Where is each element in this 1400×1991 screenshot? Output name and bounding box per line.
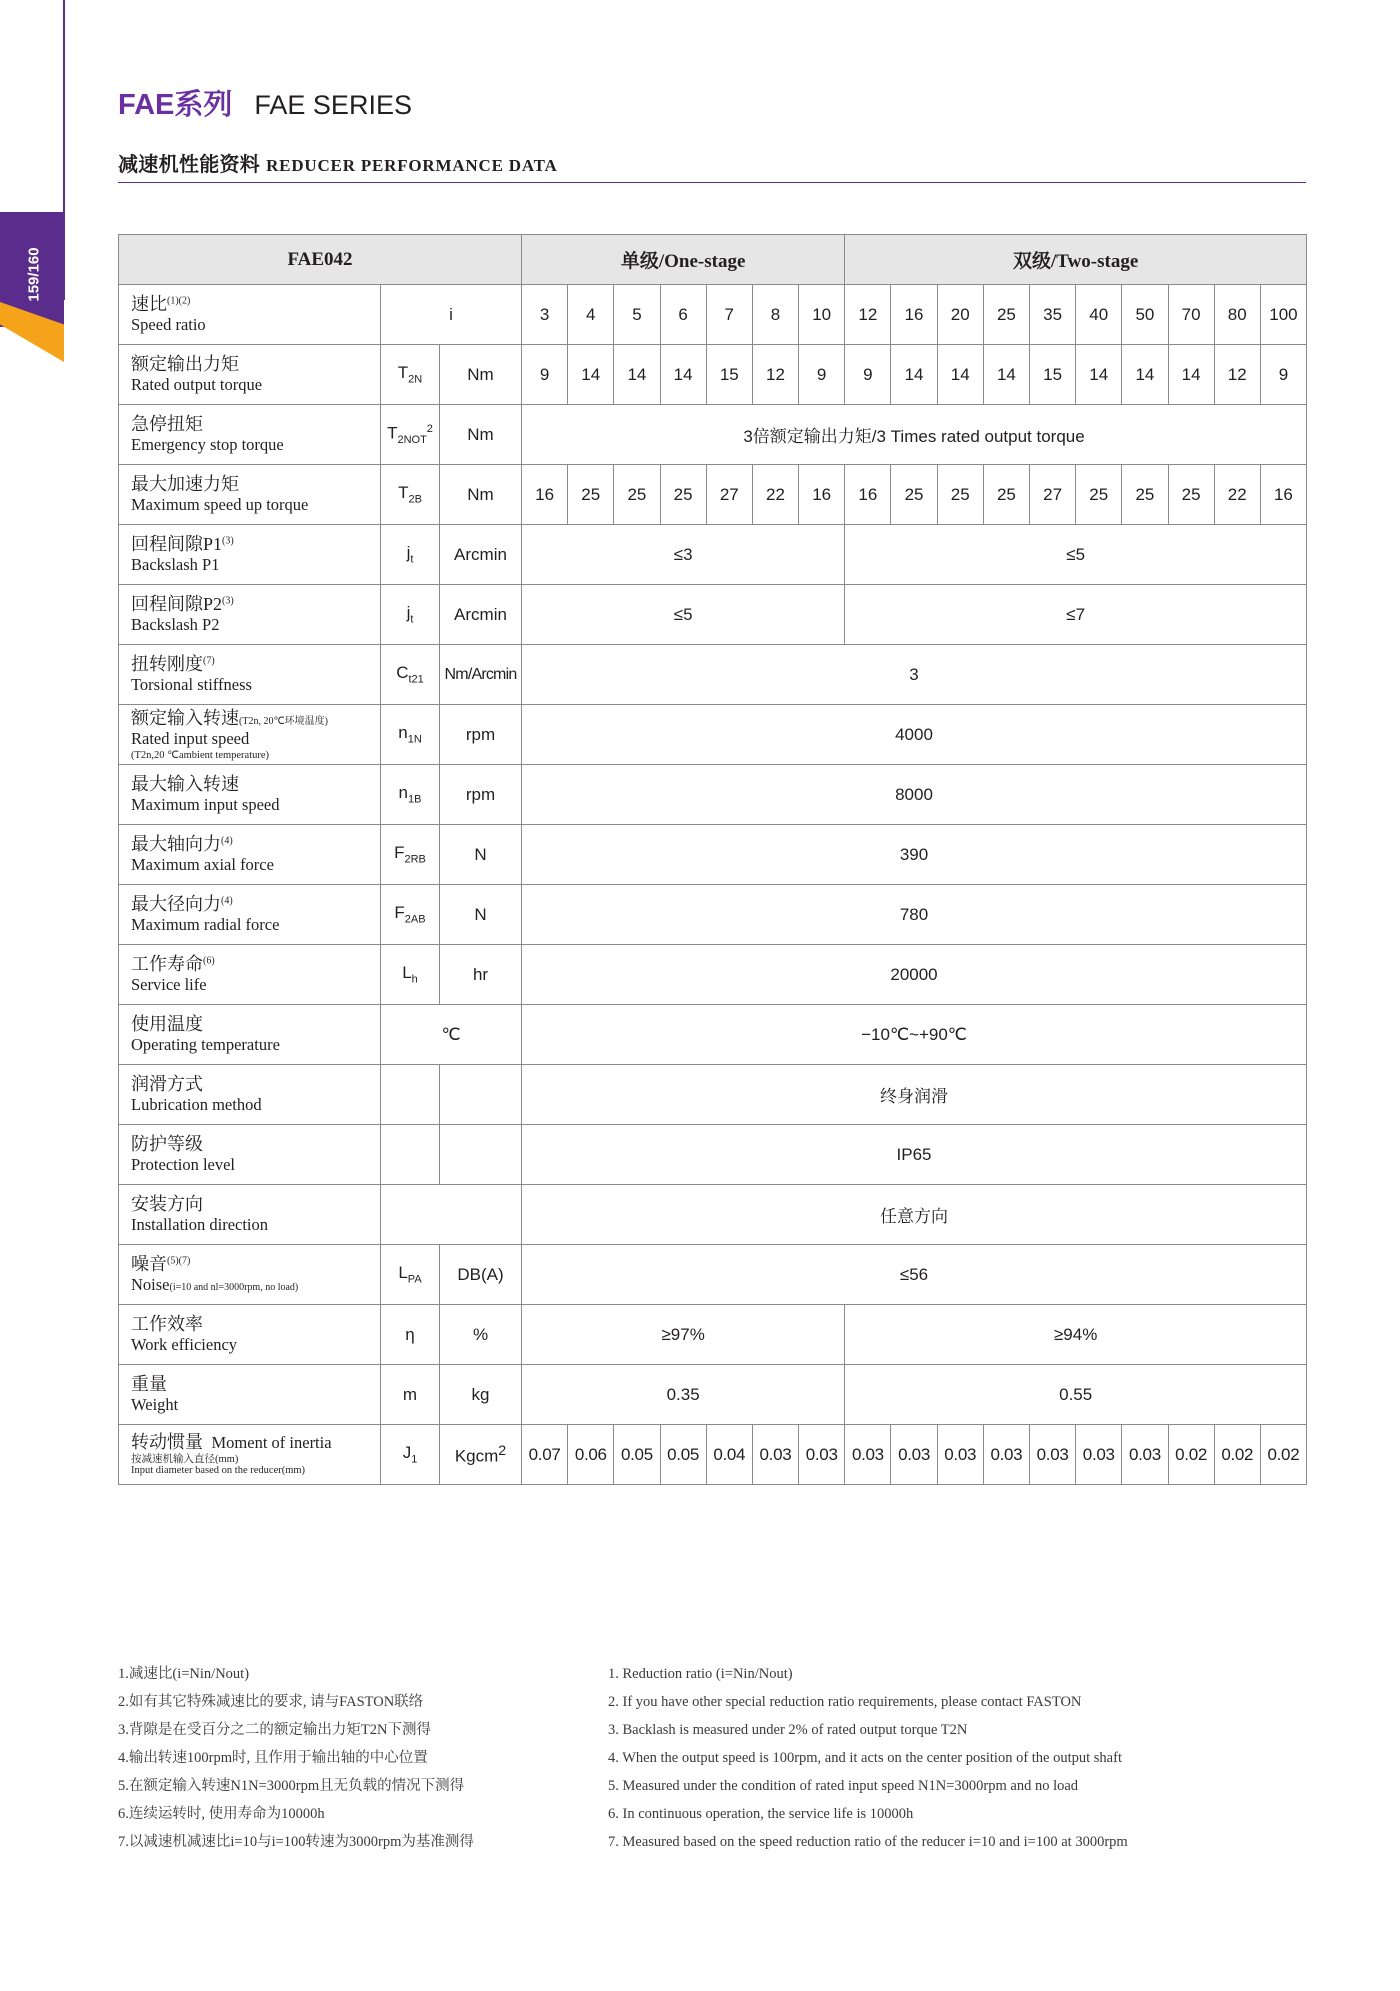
- value-cell: 0.03: [937, 1425, 983, 1485]
- value-cell: 25: [660, 465, 706, 525]
- value-cell: 5: [614, 285, 660, 345]
- value-cell: 22: [1214, 465, 1260, 525]
- page-tab: [0, 212, 64, 362]
- value-cell: 22: [752, 465, 798, 525]
- row-label: 回程间隙P2$^{(3)}$ Backslash P2: [119, 585, 381, 645]
- value-cell: 12: [1214, 345, 1260, 405]
- unit-cell: Kgcm$^2$: [440, 1425, 522, 1485]
- value-cell: 25: [1168, 465, 1214, 525]
- unit-cell: [440, 1065, 522, 1125]
- footnote: 1. Reduction ratio (i=Nin/Nout): [608, 1666, 793, 1682]
- value-cell: 80: [1214, 285, 1260, 345]
- value-cell: 3倍额定输出力矩/3 Times rated output torque: [522, 405, 1307, 465]
- footnote: 6.连续运转时, 使用寿命为10000h: [118, 1806, 325, 1822]
- symbol-cell: $j_t$: [381, 525, 440, 585]
- value-cell: 14: [1076, 345, 1122, 405]
- footnote: 6. In continuous operation, the service life is 10000h: [608, 1806, 914, 1822]
- symbol-cell: $j_t$: [381, 585, 440, 645]
- unit-cell: Nm: [440, 345, 522, 405]
- value-cell: ≤5: [522, 585, 845, 645]
- value-cell: IP65: [522, 1125, 1307, 1185]
- performance-table: [118, 234, 1307, 1485]
- section-subtitle: [118, 148, 558, 177]
- symbol-cell: $T_{2B}$: [381, 465, 440, 525]
- symbol-cell: [381, 1185, 522, 1245]
- row-label: 最大轴向力$^{(4)}$ Maximum axial force: [119, 825, 381, 885]
- unit-cell: kg: [440, 1365, 522, 1425]
- symbol-cell: $T_{2NOT}^2$: [381, 405, 440, 465]
- unit-cell: rpm: [440, 765, 522, 825]
- value-cell: ≤3: [522, 525, 845, 585]
- value-cell: 0.02: [1168, 1425, 1214, 1485]
- value-cell: 7: [706, 285, 752, 345]
- value-cell: 0.03: [845, 1425, 891, 1485]
- row-lubrication-method: [119, 1065, 1307, 1125]
- value-cell: 16: [1260, 465, 1306, 525]
- row-operating-temperature: [119, 1005, 1307, 1065]
- value-cell: 0.03: [1122, 1425, 1168, 1485]
- subtitle-cn: 减速机性能资料: [118, 154, 261, 176]
- value-cell: 16: [522, 465, 568, 525]
- one-stage-header: 单级/One-stage: [522, 235, 845, 285]
- row-label: 额定输出力矩 Rated output torque: [119, 345, 381, 405]
- unit-cell: rpm: [440, 705, 522, 765]
- row-label: 安装方向 Installation direction: [119, 1185, 381, 1245]
- value-cell: 0.03: [891, 1425, 937, 1485]
- symbol-cell: $n_{1B}$: [381, 765, 440, 825]
- value-cell: 25: [1076, 465, 1122, 525]
- row-label: 回程间隙P1$^{(3)}$ Backslash P1: [119, 525, 381, 585]
- value-cell: 16: [799, 465, 845, 525]
- row-weight: [119, 1365, 1307, 1425]
- row-label: 使用温度 Operating temperature: [119, 1005, 381, 1065]
- model-header: FAE042: [119, 235, 522, 285]
- footnote: 2. If you have other special reduction ratio requirements, please contact FASTON: [608, 1694, 1082, 1710]
- value-cell: 12: [752, 345, 798, 405]
- unit-cell: Arcmin: [440, 525, 522, 585]
- value-cell: 12: [845, 285, 891, 345]
- footnote: 5. Measured under the condition of rated input speed N1N=3000rpm and no load: [608, 1778, 1079, 1794]
- row-torsional-stiffness: [119, 645, 1307, 705]
- unit-cell: Nm/Arcmin: [440, 645, 522, 705]
- value-cell: 0.02: [1214, 1425, 1260, 1485]
- row-max-speed-up-torque: [119, 465, 1307, 525]
- two-stage-header: 双级/Two-stage: [845, 235, 1307, 285]
- unit-cell: [440, 1125, 522, 1185]
- value-cell: 3: [522, 285, 568, 345]
- table-header-row: [119, 235, 1307, 285]
- row-backlash-p2: [119, 585, 1307, 645]
- value-cell: 780: [522, 885, 1307, 945]
- unit-cell: DB(A): [440, 1245, 522, 1305]
- symbol-cell: m: [381, 1365, 440, 1425]
- value-cell: 任意方向: [522, 1185, 1307, 1245]
- value-cell: 0.35: [522, 1365, 845, 1425]
- unit-cell: Arcmin: [440, 585, 522, 645]
- value-cell: ≤56: [522, 1245, 1307, 1305]
- title-en: FAE SERIES: [254, 90, 412, 120]
- row-installation-direction: [119, 1185, 1307, 1245]
- value-cell: 25: [568, 465, 614, 525]
- footnote: 7. Measured based on the speed reduction ratio of the reducer i=10 and i=100 at 3000rpm: [608, 1834, 1128, 1850]
- value-cell: 16: [891, 285, 937, 345]
- value-cell: 25: [891, 465, 937, 525]
- symbol-cell: $L_{PA}$: [381, 1245, 440, 1305]
- value-cell: 15: [706, 345, 752, 405]
- value-cell: 9: [799, 345, 845, 405]
- symbol-cell: η: [381, 1305, 440, 1365]
- unit-cell: Nm: [440, 465, 522, 525]
- row-label: 最大加速力矩 Maximum speed up torque: [119, 465, 381, 525]
- symbol-cell: $n_{1N}$: [381, 705, 440, 765]
- value-cell: 8000: [522, 765, 1307, 825]
- row-rated-input-speed: [119, 705, 1307, 765]
- symbol-cell: [381, 1125, 440, 1185]
- row-backlash-p1: [119, 525, 1307, 585]
- value-cell: 27: [1029, 465, 1075, 525]
- row-label: 防护等级 Protection level: [119, 1125, 381, 1185]
- value-cell: −10℃~+90℃: [522, 1005, 1307, 1065]
- value-cell: 14: [660, 345, 706, 405]
- symbol-cell: [381, 1065, 440, 1125]
- row-label: 润滑方式 Lubrication method: [119, 1065, 381, 1125]
- row-work-efficiency: [119, 1305, 1307, 1365]
- value-cell: 0.03: [983, 1425, 1029, 1485]
- unit-cell: N: [440, 825, 522, 885]
- value-cell: 25: [983, 285, 1029, 345]
- row-label: 急停扭矩 Emergency stop torque: [119, 405, 381, 465]
- symbol-cell: $T_{2N}$: [381, 345, 440, 405]
- unit-cell: %: [440, 1305, 522, 1365]
- value-cell: ≤7: [845, 585, 1307, 645]
- row-label: 速比$^{(1)(2)}$ Speed ratio: [119, 285, 381, 345]
- row-noise: [119, 1245, 1307, 1305]
- title-cn: FAE系列: [118, 89, 233, 121]
- row-label: 工作寿命$^{(6)}$ Service life: [119, 945, 381, 1005]
- value-cell: 0.03: [799, 1425, 845, 1485]
- row-label: 最大径向力$^{(4)}$ Maximum radial force: [119, 885, 381, 945]
- value-cell: 35: [1029, 285, 1075, 345]
- title-divider: [118, 182, 1306, 183]
- value-cell: 0.03: [1076, 1425, 1122, 1485]
- value-cell: 3: [522, 645, 1307, 705]
- value-cell: 14: [891, 345, 937, 405]
- value-cell: 0.06: [568, 1425, 614, 1485]
- value-cell: 14: [1168, 345, 1214, 405]
- footnote: 1.减速比(i=Nin/Nout): [118, 1666, 250, 1682]
- value-cell: ≥97%: [522, 1305, 845, 1365]
- row-emergency-stop-torque: [119, 405, 1307, 465]
- footnote: 5.在额定输入转速N1N=3000rpm且无负载的情况下测得: [118, 1778, 465, 1794]
- value-cell: 50: [1122, 285, 1168, 345]
- value-cell: 20: [937, 285, 983, 345]
- value-cell: 25: [1122, 465, 1168, 525]
- symbol-cell: $L_h$: [381, 945, 440, 1005]
- row-label: 重量 Weight: [119, 1365, 381, 1425]
- value-cell: 70: [1168, 285, 1214, 345]
- unit-cell: hr: [440, 945, 522, 1005]
- row-label: 转动惯量 Moment of inertia 按减速机输入直径(mm) Input diameter based on the reducer(mm): [119, 1425, 381, 1485]
- symbol-cell: $J_1$: [381, 1425, 440, 1485]
- value-cell: 9: [1260, 345, 1306, 405]
- value-cell: ≥94%: [845, 1305, 1307, 1365]
- footnote: 2.如有其它特殊减速比的要求, 请与FASTON联络: [118, 1694, 424, 1710]
- value-cell: 100: [1260, 285, 1306, 345]
- page-number: 159/160: [25, 247, 43, 302]
- row-label: 扭转刚度$^{(7)}$ Torsional stiffness: [119, 645, 381, 705]
- row-speed-ratio: [119, 285, 1307, 345]
- row-service-life: [119, 945, 1307, 1005]
- value-cell: 20000: [522, 945, 1307, 1005]
- row-label: 工作效率 Work efficiency: [119, 1305, 381, 1365]
- row-rated-output-torque: [119, 345, 1307, 405]
- value-cell: 390: [522, 825, 1307, 885]
- value-cell: 8: [752, 285, 798, 345]
- value-cell: 15: [1029, 345, 1075, 405]
- footnote: 3. Backlash is measured under 2% of rated output torque T2N: [608, 1722, 968, 1738]
- value-cell: 9: [845, 345, 891, 405]
- footnotes-cn: [118, 1660, 474, 1856]
- subtitle-en: REDUCER PERFORMANCE DATA: [266, 156, 558, 175]
- value-cell: 0.02: [1260, 1425, 1306, 1485]
- value-cell: 0.04: [706, 1425, 752, 1485]
- value-cell: 0.03: [1029, 1425, 1075, 1485]
- value-cell: 14: [1122, 345, 1168, 405]
- value-cell: 16: [845, 465, 891, 525]
- row-max-radial-force: [119, 885, 1307, 945]
- value-cell: 4000: [522, 705, 1307, 765]
- row-label: 额定输入转速(T2n, 20℃环境温度) Rated input speed (T2n,20 ℃ambient temperature): [119, 705, 381, 765]
- value-cell: 25: [983, 465, 1029, 525]
- value-cell: 14: [937, 345, 983, 405]
- footnote: 7.以减速机减速比i=10与i=100转速为3000rpm为基准测得: [118, 1834, 474, 1850]
- unit-cell: Nm: [440, 405, 522, 465]
- page-title: [118, 82, 412, 123]
- value-cell: 0.55: [845, 1365, 1307, 1425]
- value-cell: 9: [522, 345, 568, 405]
- symbol-cell: $F_{2AB}$: [381, 885, 440, 945]
- value-cell: 0.03: [752, 1425, 798, 1485]
- value-cell: 25: [614, 465, 660, 525]
- value-cell: 14: [983, 345, 1029, 405]
- unit-cell: N: [440, 885, 522, 945]
- symbol-cell: i: [381, 285, 522, 345]
- value-cell: 6: [660, 285, 706, 345]
- value-cell: 40: [1076, 285, 1122, 345]
- footnote: 4.输出转速100rpm时, 且作用于输出轴的中心位置: [118, 1750, 428, 1766]
- value-cell: 25: [937, 465, 983, 525]
- footnote: 4. When the output speed is 100rpm, and it acts on the center position of the output shaft: [608, 1750, 1122, 1766]
- value-cell: ≤5: [845, 525, 1307, 585]
- value-cell: 14: [568, 345, 614, 405]
- symbol-cell: $C_{t21}$: [381, 645, 440, 705]
- value-cell: 0.05: [660, 1425, 706, 1485]
- footnote: 3.背隙是在受百分之二的额定输出力矩T2N下测得: [118, 1722, 431, 1738]
- value-cell: 14: [614, 345, 660, 405]
- row-label: 噪音$^{(5)(7)}$ Noise(i=10 and nl=3000rpm, no load): [119, 1245, 381, 1305]
- row-max-axial-force: [119, 825, 1307, 885]
- row-max-input-speed: [119, 765, 1307, 825]
- row-moment-of-inertia: [119, 1425, 1307, 1485]
- value-cell: 4: [568, 285, 614, 345]
- value-cell: 10: [799, 285, 845, 345]
- unit-cell: ℃: [381, 1005, 522, 1065]
- row-label: 最大输入转速 Maximum input speed: [119, 765, 381, 825]
- footnotes-en: [608, 1660, 1128, 1856]
- value-cell: 0.05: [614, 1425, 660, 1485]
- row-protection-level: [119, 1125, 1307, 1185]
- value-cell: 0.07: [522, 1425, 568, 1485]
- value-cell: 27: [706, 465, 752, 525]
- symbol-cell: $F_{2RB}$: [381, 825, 440, 885]
- value-cell: 终身润滑: [522, 1065, 1307, 1125]
